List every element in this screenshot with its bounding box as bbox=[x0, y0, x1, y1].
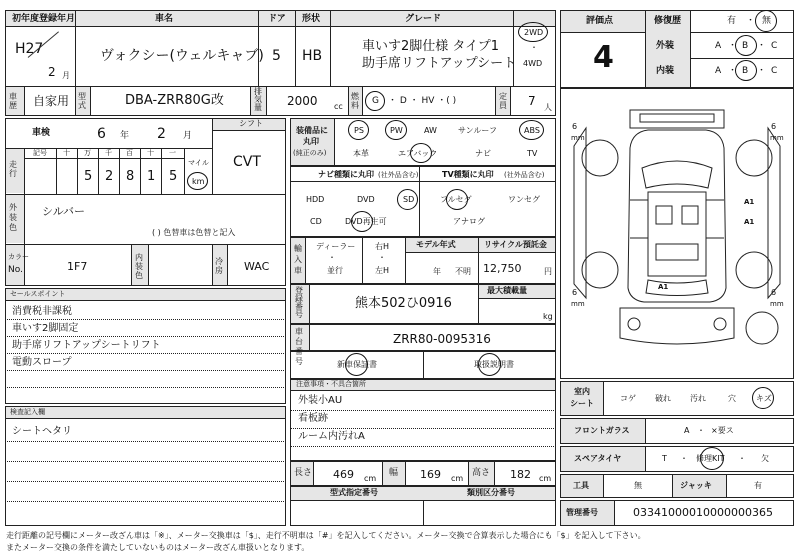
equip-airbag-circle bbox=[410, 143, 432, 163]
repair-dot: ・ bbox=[746, 16, 756, 26]
door-label: ドア bbox=[268, 14, 286, 24]
max-load-unit: kg bbox=[543, 312, 553, 321]
cooling: WAC bbox=[244, 260, 270, 273]
repair-label: 修復歴 bbox=[654, 16, 682, 26]
inspection-year-unit: 年 bbox=[120, 131, 130, 141]
inspector-note-item: シートヘタリ bbox=[12, 426, 72, 437]
width-unit: cm bbox=[451, 474, 464, 483]
notes-block bbox=[290, 379, 556, 461]
wheel-rl bbox=[582, 252, 618, 288]
equip-pw-circle bbox=[385, 120, 407, 140]
width-label: 幅 bbox=[389, 468, 399, 478]
inspection-label: 車検 bbox=[32, 128, 51, 138]
navi-sd: SD bbox=[403, 195, 415, 204]
first-reg-label: 初年度登録年月 bbox=[12, 14, 76, 24]
seat-option-burn: コゲ bbox=[620, 394, 636, 403]
navi-hdd: HDD bbox=[306, 195, 325, 204]
shift: CVT bbox=[233, 154, 261, 170]
capacity-unit: 人 bbox=[544, 103, 552, 112]
tv-fullseg: フルセグ bbox=[440, 195, 472, 204]
spare-tire-label: スペアタイヤ bbox=[574, 454, 622, 463]
place-10man: 十 bbox=[63, 149, 70, 157]
ext-dot-2: ・ bbox=[757, 41, 767, 51]
rear-window bbox=[646, 280, 708, 296]
mileage-digit: 8 bbox=[126, 169, 135, 184]
equip-airbag: エアバック bbox=[398, 149, 438, 158]
repair-has: 有 bbox=[727, 16, 737, 26]
model-year-label: モデル年式 bbox=[416, 240, 456, 249]
sales-point-item: 助手席リフトアップシートリフト bbox=[12, 340, 161, 351]
spare-option-missing: 欠 bbox=[761, 454, 769, 463]
exterior-color-label: 外装色 bbox=[9, 203, 17, 232]
unit-mile: マイル bbox=[188, 159, 209, 167]
registration-label: 登録番号 bbox=[295, 286, 303, 319]
exterior-grade-label: 外装 bbox=[656, 41, 675, 51]
max-load-label: 最大積載量 bbox=[487, 286, 527, 295]
spare-dot-2: ・ bbox=[738, 454, 746, 463]
inspection-month-unit: 月 bbox=[183, 131, 193, 141]
doc-manual: 取扱説明書 bbox=[474, 360, 514, 369]
inspector-notes-block bbox=[5, 406, 286, 526]
height: 182 bbox=[510, 468, 531, 481]
equip-abs: ABS bbox=[524, 126, 540, 135]
ext-grade-a: A bbox=[715, 41, 722, 51]
capacity-label: 定員 bbox=[499, 92, 507, 110]
place-juu: 十 bbox=[147, 149, 154, 157]
interior-grade-label: 内装 bbox=[656, 66, 675, 76]
height-label: 高さ bbox=[472, 468, 491, 478]
navi-cd: CD bbox=[310, 217, 322, 226]
chassis-label: 車台番号 bbox=[295, 327, 303, 366]
usage-label: 車歴 bbox=[9, 92, 17, 110]
sales-point-item: 消費税非課税 bbox=[12, 306, 72, 317]
score-label: 評価点 bbox=[586, 16, 614, 26]
shape-label: 形状 bbox=[302, 14, 321, 24]
drive-2wd: 2WD bbox=[524, 28, 544, 37]
equip-abs-circle bbox=[519, 120, 544, 140]
equip-tv: TV bbox=[527, 149, 538, 158]
left-side-view bbox=[574, 128, 586, 298]
exterior-color: シルバー bbox=[42, 205, 85, 218]
import-parallel: 並行 bbox=[327, 266, 343, 275]
damage-mark: A1 bbox=[744, 218, 755, 226]
ext-dot: ・ bbox=[728, 41, 738, 51]
doc-warranty-circle bbox=[345, 353, 368, 376]
wheel-rr bbox=[736, 252, 772, 288]
equip-aw: AW bbox=[424, 126, 437, 135]
import-dealer: ディーラー bbox=[316, 242, 356, 251]
footer-note-1: 走行距離の記号欄にメーター改ざん車は「※」、メーター交換車は「$」、走行不明車は「#」を記入してください。メーター交換で合算表示した場合にも「$」を記入して下さい。 bbox=[6, 531, 646, 540]
interior-seat-label-2: シート bbox=[570, 399, 594, 408]
unit-km-circle bbox=[187, 172, 208, 190]
windshield-option-a: A bbox=[684, 426, 690, 435]
registration-number: 熊本502ひ0916 bbox=[355, 296, 452, 311]
equip-leather: 本革 bbox=[353, 149, 369, 158]
width: 169 bbox=[420, 468, 441, 481]
note-item: 看板跡 bbox=[298, 413, 328, 424]
jack-value: 有 bbox=[754, 481, 762, 490]
first-reg-era: H27 bbox=[15, 41, 44, 57]
navi-dvd-play-circle bbox=[351, 211, 373, 232]
int-grade-a: A bbox=[715, 66, 722, 76]
wheel-fr bbox=[736, 140, 772, 176]
int-dot: ・ bbox=[728, 66, 738, 76]
recycle-unit: 円 bbox=[544, 267, 552, 276]
tv-analog: アナログ bbox=[453, 217, 485, 226]
recycle-label: リサイクル預託金 bbox=[484, 240, 547, 249]
repair-none: 無 bbox=[762, 16, 772, 26]
tire-fl-unit: mm bbox=[571, 134, 585, 142]
int-grade-b: B bbox=[742, 66, 749, 76]
car-name-label: 車名 bbox=[155, 14, 174, 24]
model-label: 型式 bbox=[78, 92, 86, 110]
management-label: 管理番号 bbox=[566, 508, 598, 517]
note-item: 外装小AU bbox=[298, 395, 343, 406]
navi-dvd: DVD bbox=[357, 195, 375, 204]
grade-label: グレード bbox=[405, 14, 442, 24]
seat-option-stain: 汚れ bbox=[690, 394, 706, 403]
wheel-fl bbox=[582, 140, 618, 176]
model-year-unit: 年 bbox=[433, 267, 441, 276]
repair-none-circle bbox=[755, 10, 777, 32]
place-man: 万 bbox=[84, 149, 91, 157]
tools-value: 無 bbox=[634, 481, 642, 490]
import-right-h: 右H bbox=[375, 242, 390, 251]
int-dot-2: ・ bbox=[757, 66, 767, 76]
tv-type-note: (社外品含む) bbox=[504, 171, 545, 179]
fuel-g: G bbox=[372, 96, 379, 106]
navi-dvd-play: DVD再生可 bbox=[345, 217, 387, 226]
color-no-label: No. bbox=[8, 265, 23, 275]
inspector-notes-label: 検査記入欄 bbox=[10, 408, 45, 416]
tv-fullseg-circle bbox=[446, 189, 468, 210]
footer-note-2: またメーター交換の条件を満たしていないものはメーター改ざん車扱いとなります。 bbox=[6, 543, 310, 552]
tire-rr-unit: mm bbox=[770, 300, 784, 308]
fuel-label: 燃料 bbox=[351, 92, 359, 110]
equip-ps: PS bbox=[354, 126, 364, 135]
mileage-symbol-label: 記号 bbox=[33, 149, 47, 157]
recycle-value: 12,750 bbox=[483, 262, 522, 275]
seat-option-hole: 穴 bbox=[728, 394, 736, 403]
spare-dot: ・ bbox=[680, 454, 688, 463]
mileage-digit: 5 bbox=[169, 169, 178, 184]
seat-scratch-circle bbox=[752, 387, 774, 409]
jack-label: ジャッキ bbox=[680, 481, 712, 490]
tv-oneseg: ワンセグ bbox=[508, 195, 540, 204]
unit-km: km bbox=[192, 177, 205, 186]
inspection-month: 2 bbox=[157, 126, 166, 142]
spare-option-t: T bbox=[662, 454, 667, 463]
color-no-label-top: カラー bbox=[8, 253, 29, 261]
windshield-option-replace: ×要ス bbox=[711, 426, 734, 435]
drive-2wd-circle bbox=[518, 22, 548, 42]
drive-4wd: 4WD bbox=[523, 59, 543, 68]
displacement: 2000 bbox=[287, 94, 318, 108]
management-number: 03341000010000000365 bbox=[633, 506, 773, 519]
height-unit: cm bbox=[539, 474, 552, 483]
rear-view bbox=[620, 308, 734, 344]
equip-sunroof: サンルーフ bbox=[458, 126, 497, 135]
ext-grade-b: B bbox=[742, 41, 749, 51]
int-grade-b-circle bbox=[735, 60, 757, 81]
length-label: 長さ bbox=[294, 468, 313, 478]
equip-ps-circle bbox=[348, 120, 369, 140]
right-side-view bbox=[768, 128, 780, 298]
import-left-h: 左H bbox=[375, 266, 390, 275]
category-number-label: 類別区分番号 bbox=[467, 488, 515, 497]
windshield-label: フロントガラス bbox=[574, 426, 630, 435]
interior-color-label: 内装色 bbox=[135, 253, 143, 280]
seat-option-scratch: キズ bbox=[756, 394, 772, 403]
mileage-label: 走行 bbox=[9, 160, 17, 178]
car-diagram bbox=[560, 88, 794, 379]
displacement-label: 排気量 bbox=[254, 87, 262, 112]
color-no: 1F7 bbox=[67, 260, 88, 273]
fuel-options: ・ D ・ HV ・( ) bbox=[388, 96, 457, 106]
place-sen: 千 bbox=[105, 149, 112, 157]
navi-type-note: (社外品含む) bbox=[378, 171, 419, 179]
first-reg-month: 2 bbox=[48, 65, 56, 79]
grade-line-2: 助手席リフトアップシート bbox=[362, 56, 517, 71]
cooling-label: 冷房 bbox=[215, 257, 223, 275]
tire-rl-unit: mm bbox=[571, 300, 585, 308]
spare-option-kit: 修理KIT bbox=[696, 454, 725, 463]
length: 469 bbox=[333, 468, 354, 481]
tools-label: 工具 bbox=[573, 481, 589, 490]
length-unit: cm bbox=[364, 474, 377, 483]
inspection-year: 6 bbox=[97, 126, 106, 142]
seat-option-tear: 破れ bbox=[655, 394, 671, 403]
roof bbox=[648, 192, 706, 276]
front-view bbox=[630, 110, 724, 128]
spare-wheel bbox=[746, 312, 778, 344]
tire-fr-unit: mm bbox=[770, 134, 784, 142]
ext-grade-c: C bbox=[771, 41, 778, 51]
mileage-digit: 5 bbox=[84, 169, 93, 184]
sales-point-item: 電動スロープ bbox=[12, 357, 72, 368]
score: 4 bbox=[593, 40, 614, 75]
fuel-g-circle bbox=[365, 91, 385, 111]
spare-kit-circle bbox=[700, 447, 724, 470]
chassis-number: ZRR80-0095316 bbox=[393, 332, 491, 346]
windshield bbox=[642, 161, 712, 188]
first-reg-month-unit: 月 bbox=[62, 71, 70, 80]
equipment-title-3: (純正のみ) bbox=[293, 149, 327, 157]
doors: 5 bbox=[272, 48, 281, 64]
equipment-title-1: 装備品に bbox=[296, 126, 328, 135]
sales-points-label: セールスポイント bbox=[10, 290, 66, 298]
capacity: 7 bbox=[528, 94, 536, 108]
navi-type-title: ナビ種類に丸印 bbox=[318, 170, 374, 179]
windshield-dot: ・ bbox=[697, 426, 705, 435]
equip-pw: PW bbox=[390, 126, 403, 135]
navi-sd-circle bbox=[397, 189, 418, 210]
displacement-unit: cc bbox=[334, 102, 343, 111]
place-ichi: 一 bbox=[169, 149, 176, 157]
int-grade-c: C bbox=[771, 66, 778, 76]
grade-line-1: 車いす2脚仕様 タイプ1 bbox=[362, 39, 500, 54]
shape: HB bbox=[302, 48, 323, 64]
place-hyaku: 百 bbox=[126, 149, 133, 157]
type-designation-label: 型式指定番号 bbox=[330, 488, 378, 497]
mileage-digit: 2 bbox=[105, 169, 114, 184]
interior-seat-label-1: 室内 bbox=[574, 387, 590, 396]
damage-mark: A1 bbox=[744, 198, 755, 206]
ext-grade-b-circle bbox=[735, 35, 757, 56]
model: DBA-ZRR80G改 bbox=[125, 93, 224, 108]
exterior-color-note: ( ) 色替車は色替と記入 bbox=[152, 228, 236, 237]
tv-type-title: TV種類に丸印 bbox=[442, 170, 494, 179]
tire-fr: 6 bbox=[771, 122, 777, 131]
sales-point-item: 車いす2脚固定 bbox=[12, 323, 79, 334]
import-dot-2: ・ bbox=[378, 253, 386, 262]
import-label: 輸入車 bbox=[294, 244, 302, 275]
doc-manual-circle bbox=[478, 353, 501, 376]
import-dot: ・ bbox=[328, 253, 336, 262]
car-name: ヴォクシー(ウェルキャブ) bbox=[100, 48, 264, 64]
model-year-unknown: 不明 bbox=[455, 267, 471, 276]
tire-rl: 6 bbox=[572, 288, 578, 297]
shift-label: シフト bbox=[239, 119, 263, 128]
mileage-digit: 1 bbox=[147, 169, 156, 184]
equip-navi: ナビ bbox=[475, 149, 491, 158]
tire-fl: 6 bbox=[572, 122, 578, 131]
note-item: ルーム内汚れA bbox=[298, 431, 365, 442]
tire-rr: 6 bbox=[771, 288, 777, 297]
doc-new-car-warranty: 新車保証書 bbox=[337, 360, 377, 369]
equipment-title-2: 丸印 bbox=[303, 137, 319, 146]
damage-mark: A1 bbox=[658, 283, 669, 291]
usage: 自家用 bbox=[33, 94, 70, 108]
notes-label: 注意事項・不具合箇所 bbox=[296, 380, 366, 388]
drive-dot: ・ bbox=[530, 43, 538, 52]
